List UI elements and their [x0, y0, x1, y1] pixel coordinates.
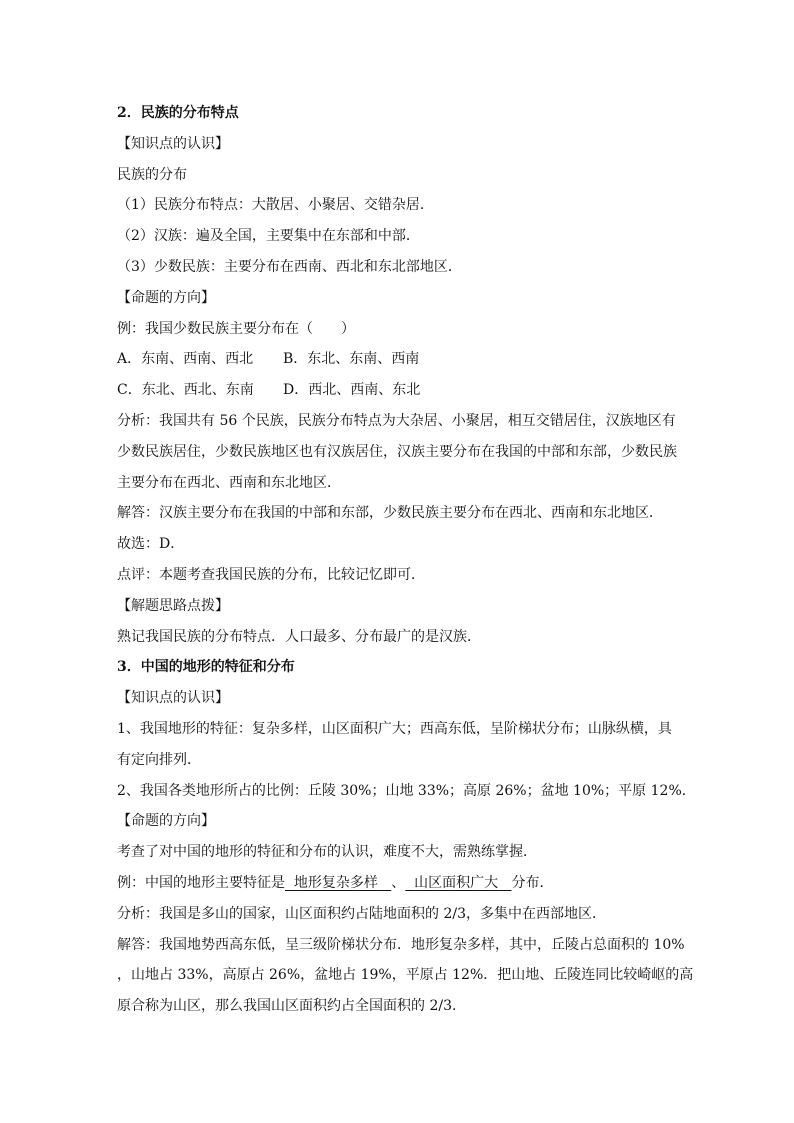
example-prefix: 例：中国的地形主要特征是	[117, 874, 285, 891]
answer-blank-1-text: 地形复杂多样	[293, 874, 378, 891]
knowledge-item: 2、我国各类地形所占的比例：丘陵 30%；山地 33%；高原 26%；盆地 10%；平原 12%．	[117, 782, 696, 799]
knowledge-item: 有定向排列．	[117, 751, 201, 768]
answer-blank-1	[285, 875, 391, 891]
section-3-heading: 3．中国的地形的特征和分布	[117, 659, 295, 676]
options-row	[117, 344, 677, 375]
analysis-text: 分析：我国是多山的国家，山区面积约占陆地面积的 2/3，多集中在西部地区．	[117, 905, 606, 922]
section-2-heading: 2．民族的分布特点	[117, 105, 239, 121]
analysis-text: 主要分布在西北、西南和东北地区．	[117, 474, 341, 491]
knowledge-item: （1）民族分布特点：大散居、小聚居、交错杂居．	[117, 197, 434, 214]
tip-label: 【解题思路点拨】	[117, 597, 229, 614]
answer-text: 解答：我国地势西高东低，呈三级阶梯状分布．地形复杂多样，其中，丘陵占总面积的 10%	[117, 936, 685, 953]
answer-text: ，山地占 33%，高原占 26%，盆地占 19%，平原占 12%．把山地、丘陵连同比较崎岖的高	[117, 967, 694, 984]
example-fill-blank	[117, 868, 677, 899]
options-row	[117, 375, 677, 406]
option-a: A．东南、西南、西北	[117, 351, 254, 368]
knowledge-label: 【知识点的认识】	[117, 135, 229, 152]
knowledge-item: 1、我国地形的特征：复杂多样，山区面积广大；西高东低，呈阶梯状分布；山脉纵横，具	[117, 720, 672, 737]
option-b: B．东北、东南、西南	[283, 351, 420, 368]
choice-text: 故选：D．	[117, 536, 185, 553]
proposition-label: 【命题的方向】	[117, 813, 215, 830]
knowledge-item: （2）汉族：遍及全国，主要集中在东部和中部．	[117, 228, 420, 245]
knowledge-label: 【知识点的认识】	[117, 690, 229, 707]
comment-text: 点评：本题考查我国民族的分布，比较记忆即可．	[117, 566, 425, 583]
example-suffix: 分布．	[511, 874, 554, 891]
separator: 、	[391, 874, 406, 891]
proposition-label: 【命题的方向】	[117, 289, 215, 306]
analysis-text: 分析：我国共有 56 个民族，民族分布特点为大杂居、小聚居，相互交错居住，汉族地区有	[117, 412, 676, 429]
answer-blank-2	[405, 875, 511, 891]
option-c: C．东北、西北、东南	[117, 382, 254, 399]
knowledge-title: 民族的分布	[117, 166, 187, 183]
tip-text: 熟记我国民族的分布特点．人口最多、分布最广的是汉族．	[117, 628, 481, 645]
knowledge-item: （3）少数民族：主要分布在西南、西北和东北部地区．	[117, 258, 462, 275]
example-question: 例：我国少数民族主要分布在（ ）	[117, 320, 355, 337]
answer-text: 原合称为山区，那么我国山区面积约占全国面积的 2/3.	[117, 998, 457, 1015]
option-d: D．西北、西南、东北	[283, 382, 421, 399]
analysis-text: 少数民族居住，少数民族地区也有汉族居住，汉族主要分布在我国的中部和东部，少数民族	[117, 443, 677, 460]
answer-text: 解答：汉族主要分布在我国的中部和东部，少数民族主要分布在西北、西南和东北地区．	[117, 505, 663, 522]
answer-blank-2-text: 山区面积广大	[414, 874, 499, 891]
proposition-desc: 考查了对中国的地形的特征和分布的认识，难度不大，需熟练掌握．	[117, 844, 537, 861]
document-content	[117, 98, 696, 1022]
